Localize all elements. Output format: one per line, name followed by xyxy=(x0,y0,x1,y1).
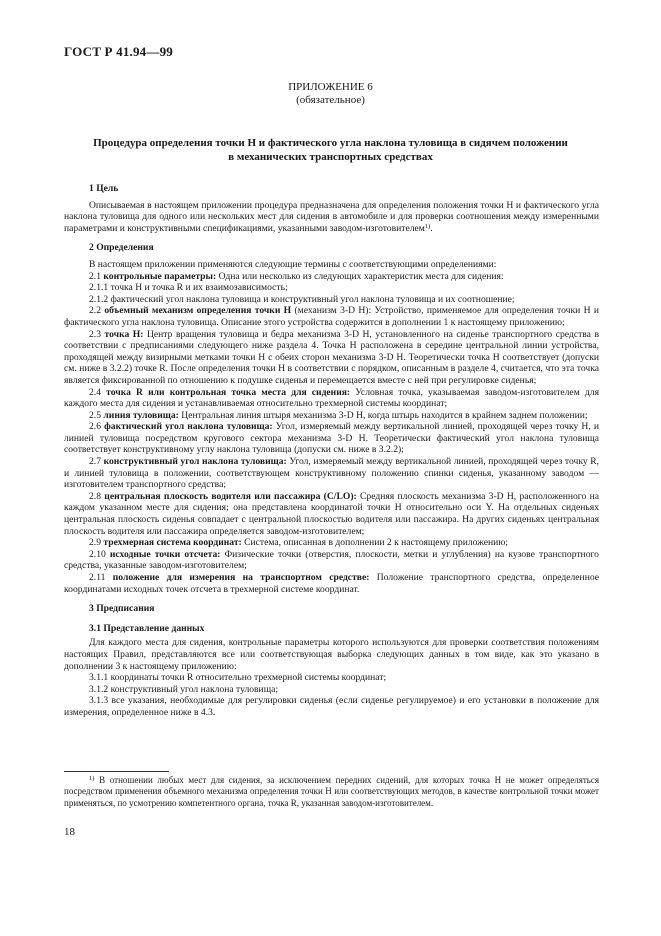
item-3-1-2: 3.1.2 конструктивный угол наклона туловища; xyxy=(89,683,279,695)
footnote-text: В отношении любых мест для сидения, за исключением передних сидений, для которых точка H не может определяться посредством применения объемного механизма определения точки H или соответствующих методов, в качестве контрольной точки может применяться, по усмотрению компетентного органа, точка R, указанная заводом-изготовителем. xyxy=(64,775,600,808)
section-1-heading: 1 Цель xyxy=(89,183,119,194)
definition-2-5: 2.5 линия туловища: Центральная линия штыря механизма 3-D H, когда штырь находится в крайнем заднем положении; xyxy=(89,409,588,421)
definition-2-4: 2.4 точка R или контрольная точка места для сидения: Условная точка, указываемая заводом-изготовителем для каждого места для сидения и устанавливаемая относительно трехмерной системы координат; xyxy=(64,386,599,410)
standard-header: ГОСТ Р 41.94—99 xyxy=(64,44,173,59)
section-1-text: Описываемая в настоящем приложении процедура предназначена для определения положения точки H и фактического угла наклона туловища для одного или нескольких мест для сидения в автомобиле и для проверки соотношения между измеренными параметрами и конструктивными спецификациями, указанными заводом-изготовителем$^{1)}$. xyxy=(64,199,599,234)
annex-heading xyxy=(0,81,661,107)
item-3-1-1: 3.1.1 координаты точки R относительно трехмерной системы координат; xyxy=(89,672,387,684)
footnote-separator xyxy=(64,771,169,772)
section-3-1-heading: 3.1 Представление данных xyxy=(89,622,205,634)
annex-status: (обязательное) xyxy=(296,94,365,106)
item-3-1-3: 3.1.3 все указания, необходимые для регулировки сиденья (если сиденье регулируемое) и его установки в положение для измерения, определенное ниже в 4.3. xyxy=(64,695,599,718)
definition-2-1-2: 2.1.2 фактический угол наклона туловища и конструктивный угол наклона туловища и их соотношение; xyxy=(89,293,515,305)
definition-2-7: 2.7 конструктивный угол наклона туловища: Угол, измеряемый между вертикальной линией, проходящей через точку R, и линией туловища в положении, соответствующем конструктивному положению спинки сиденья, указанному заводом — изготовителем транспортного средства; xyxy=(64,456,600,491)
document-body xyxy=(64,183,599,719)
definition-2-2: 2.2 объемный механизм определения точки H (механизм 3-D H): Устройство, применяемое для определения точки H и фактического угла наклона туловища. Описание этого устройства содержится в дополнении 1 к настоящему приложению; xyxy=(64,305,599,328)
footnote-marker: 1) xyxy=(89,775,95,782)
definition-2-10: 2.10 исходные точки отсчета: Физические точки (отверстия, плоскости, метки и углубления) на кузове транспортного средства, указанные заводом-изготовителем; xyxy=(64,548,599,572)
definition-2-11: 2.11 положение для измерения на транспортном средстве: Положение транспортного средства, определенное координатами исходных точек отсчета в трехмерной системе координат. xyxy=(64,572,599,595)
section-2-heading: 2 Определения xyxy=(89,242,154,254)
section-3-1-text: Для каждого места для сидения, контрольные параметры которого используются для проверки соответствия положениям настоящих Правил, представляются все или соответствующая выборка следующих данных в том виде, как это указано в дополнении 3 к настоящему приложению: xyxy=(64,637,599,672)
definition-2-1-1: 2.1.1 точка H и точка R и их взаимозависимость; xyxy=(89,282,288,294)
page-number: 18 xyxy=(64,826,75,838)
definition-2-6: 2.6 фактический угол наклона туловища: Угол, измеряемый между вертикальной линией, проходящей через точку H, и линией туловища посредством кругового сектора механизма 3-D H. Теоретически фактический угол наклона туловища соответствует конструктивному углу наклона туловища (допуски см. ниже в 3.2.2); xyxy=(64,421,600,456)
annex-title: Процедура определения точки H и фактического угла наклона туловища в сидячем положении в механических транспортных средствах xyxy=(93,137,568,163)
section-3-heading: 3 Предписания xyxy=(89,603,155,615)
definition-2-1: 2.1 контрольные параметры: Одна или несколько из следующих характеристик места для сидения: xyxy=(89,270,504,282)
footnote xyxy=(64,775,599,809)
section-2-intro: В настоящем приложении применяются следующие термины с соответствующими определениями: xyxy=(89,258,497,270)
annex-label: ПРИЛОЖЕНИЕ 6 xyxy=(288,81,373,93)
definition-2-8: 2.8 центральная плоскость водителя или пассажира (C/LO): Средняя плоскость механизма 3-D H, расположенного на каждом указанном месте для сидения; она представлена координатой точки H относительно оси Y. На отдельных сиденьях центральная плоскость сиденья совпадает с центральной плоскостью водителя или пассажира. На других сиденьях центральная плоскость водителя или пассажира определяется заводом-изготовителем; xyxy=(64,490,599,537)
footnote-ref: 1) xyxy=(424,222,431,230)
definition-2-3: 2.3 точка H: Центр вращения туловища и бедра механизма 3-D H, установленного на сиденье транспортного средства в соответствии с предписаниями следующего ниже раздела 4. Точка H расположена в середине центральной линии устройства, проходящей между визирными метками точки H с обеих сторон механизма 3-D H. Теоретически точка H соответствует (допуски см. ниже в 3.2.2) точке R. После определения точки H в соответствии с порядком, описанным в разделе 4, считается, что эта точка является фиксированной по отношению к подушке сиденья и перемещается вместе с ней при регулировке сиденья; xyxy=(64,328,599,386)
definition-2-9: 2.9 трехмерная система координат: Система, описанная в дополнении 2 к настоящему приложению; xyxy=(89,537,509,549)
